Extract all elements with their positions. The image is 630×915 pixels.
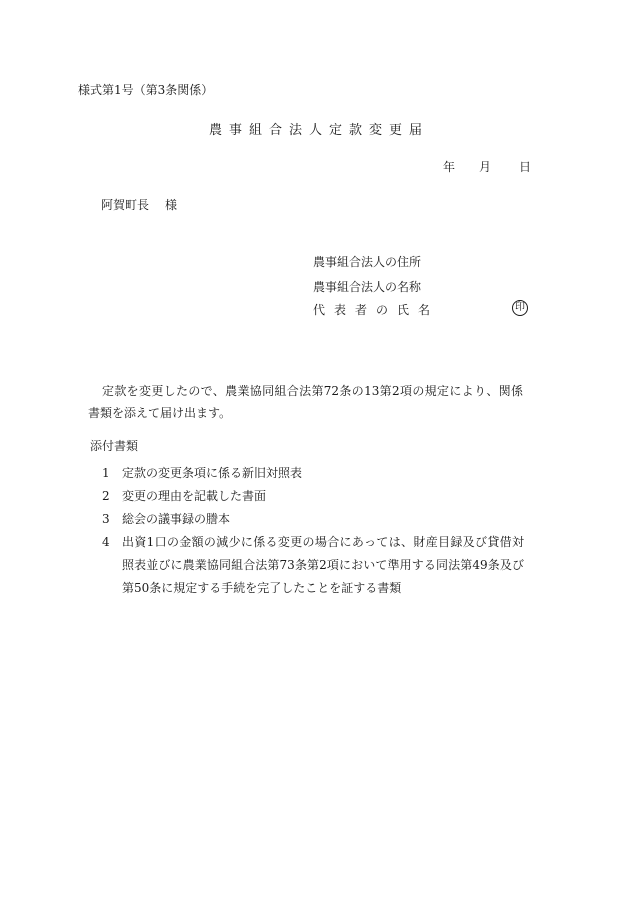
addressee-name: 阿賀町長	[101, 198, 150, 212]
attachment-number: 2	[102, 489, 110, 503]
form-number: 様式第1号（第3条関係）	[78, 83, 214, 97]
body-text: 定款を変更したので、農業協同組合法第72条の13第2項の規定により、関係書類を添えて届け出ます。	[88, 384, 523, 420]
applicant-address-label: 農事組合法人の住所	[313, 255, 422, 269]
date-year-label: 年	[443, 160, 456, 174]
attachment-text: 定款の変更条項に係る新旧対照表	[122, 466, 303, 480]
attachments-list	[102, 462, 524, 600]
list-item	[102, 485, 524, 508]
attachment-text: 出資1口の金額の減少に係る変更の場合にあっては、財産目録及び貸借対照表並びに農業協同組合法第73条第2項において準用する同法第49条及び第50条に規定する手続を完了したことを証する書類	[122, 535, 524, 595]
attachments-heading: 添付書類	[90, 439, 139, 453]
date-day-label: 日	[519, 160, 532, 174]
applicant-representative-label: 代表者の氏名	[313, 303, 440, 317]
attachment-text: 変更の理由を記載した書面	[122, 489, 267, 503]
list-item	[102, 462, 524, 485]
attachment-text: 総会の議事録の謄本	[122, 512, 231, 526]
seal-icon: 印	[512, 300, 528, 316]
list-item	[102, 531, 524, 600]
applicant-name-label: 農事組合法人の名称	[313, 280, 422, 294]
addressee-honorific: 様	[165, 198, 178, 212]
date-month-label: 月	[479, 160, 492, 174]
addressee	[101, 199, 177, 211]
body-paragraph	[88, 380, 523, 424]
date-line	[443, 161, 531, 173]
attachment-number: 3	[102, 512, 110, 526]
list-item	[102, 508, 524, 531]
attachment-number: 4	[102, 535, 110, 549]
document-title: 農事組合法人定款変更届	[208, 123, 429, 138]
attachment-number: 1	[102, 466, 110, 480]
